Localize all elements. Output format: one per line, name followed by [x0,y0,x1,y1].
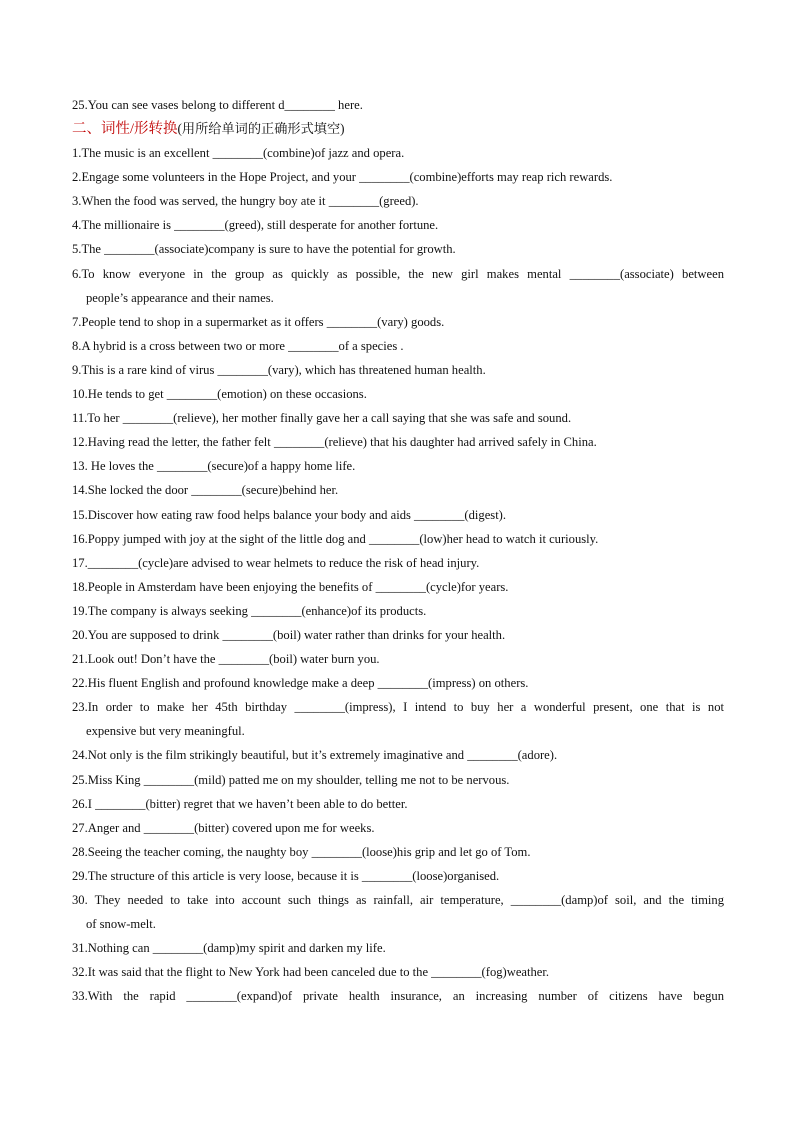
exercise-item: 23.In order to make her 45th birthday ________(impress), I intend to buy her a wonderful present, one that is not [72,700,724,715]
exercise-item: 25.You can see vases belong to different d________ here. [72,98,363,112]
exercise-item: 20.You are supposed to drink ________(boil) water rather than drinks for your health. [72,627,506,642]
exercise-item: 25.Miss King ________(mild) patted me on my shoulder, telling me not to be nervous. [72,772,510,787]
exercise-item: 17.________(cycle)are advised to wear helmets to reduce the risk of head injury. [72,555,480,570]
exercise-item: 1.The music is an excellent ________(combine)of jazz and opera. [72,146,405,161]
exercise-item: 24.Not only is the film strikingly beautiful, but it’s extremely imaginative and ________(adore). [72,748,558,763]
exercise-item: 26.I ________(bitter) regret that we haven’t been able to do better. [72,796,408,811]
exercise-item: 10.He tends to get ________(emotion) on these occasions. [72,387,367,402]
exercise-item: 15.Discover how eating raw food helps balance your body and aids ________(digest). [72,507,507,522]
exercise-item: 11.To her ________(relieve), her mother finally gave her a call saying that she was safe and sound. [72,411,572,426]
exercise-item: 12.Having read the letter, the father felt ________(relieve) that his daughter had arrived safely in China. [72,435,597,450]
exercise-list [72,141,724,1008]
exercise-item: 16.Poppy jumped with joy at the sight of the little dog and ________(low)her head to watch it curiously. [72,531,599,546]
exercise-item: 22.His fluent English and profound knowledge make a deep ________(impress) on others. [72,676,529,691]
exercise-item: 7.People tend to shop in a supermarket as it offers ________(vary) goods. [72,314,445,329]
exercise-item: 4.The millionaire is ________(greed), still desperate for another fortune. [72,218,439,233]
exercise-item: 14.She locked the door ________(secure)behind her. [72,483,339,498]
exercise-item: 19.The company is always seeking ________(enhance)of its products. [72,603,427,618]
exercise-item: 6.To know everyone in the group as quickly as possible, the new girl makes mental ________(associate) between [72,266,724,281]
worksheet-content [72,93,724,1008]
exercise-item: 2.Engage some volunteers in the Hope Project, and your ________(combine)efforts may reap rich rewards. [72,170,613,185]
exercise-item: 21.Look out! Don’t have the ________(boil) water burn you. [72,652,380,667]
exercise-item: 33.With the rapid ________(expand)of private health insurance, an increasing number of citizens have begun [72,989,724,1004]
exercise-item: 5.The ________(associate)company is sure to have the potential for growth. [72,242,456,257]
exercise-item: 9.This is a rare kind of virus ________(vary), which has threatened human health. [72,362,486,377]
exercise-item: 32.It was said that the flight to New York had been canceled due to the ________(fog)weather. [72,965,550,980]
exercise-item-continuation: of snow-melt. [86,917,156,932]
exercise-item: 8.A hybrid is a cross between two or more ________of a species . [72,338,404,353]
exercise-item-continuation: expensive but very meaningful. [86,724,245,739]
exercise-item: 30. They needed to take into account such things as rainfall, air temperature, ________(damp)of soil, and the timing [72,893,724,907]
exercise-item: 29.The structure of this article is very loose, because it is ________(loose)organised. [72,868,500,883]
exercise-item: 13. He loves the ________(secure)of a happy home life. [72,459,356,474]
exercise-item: 28.Seeing the teacher coming, the naughty boy ________(loose)his grip and let go of Tom. [72,844,531,859]
exercise-item: 27.Anger and ________(bitter) covered upon me for weeks. [72,820,375,835]
section-heading [72,117,724,141]
exercise-item: 3.When the food was served, the hungry boy ate it ________(greed). [72,194,419,209]
section-instructions: (用所给单词的正确形式填空) [177,121,345,137]
exercise-item: 18.People in Amsterdam have been enjoying the benefits of ________(cycle)for years. [72,579,509,594]
exercise-item-continuation: people’s appearance and their names. [86,290,274,305]
exercise-item: 31.Nothing can ________(damp)my spirit and darken my life. [72,941,386,956]
section-title: 二、词性/形转换 [72,121,178,138]
